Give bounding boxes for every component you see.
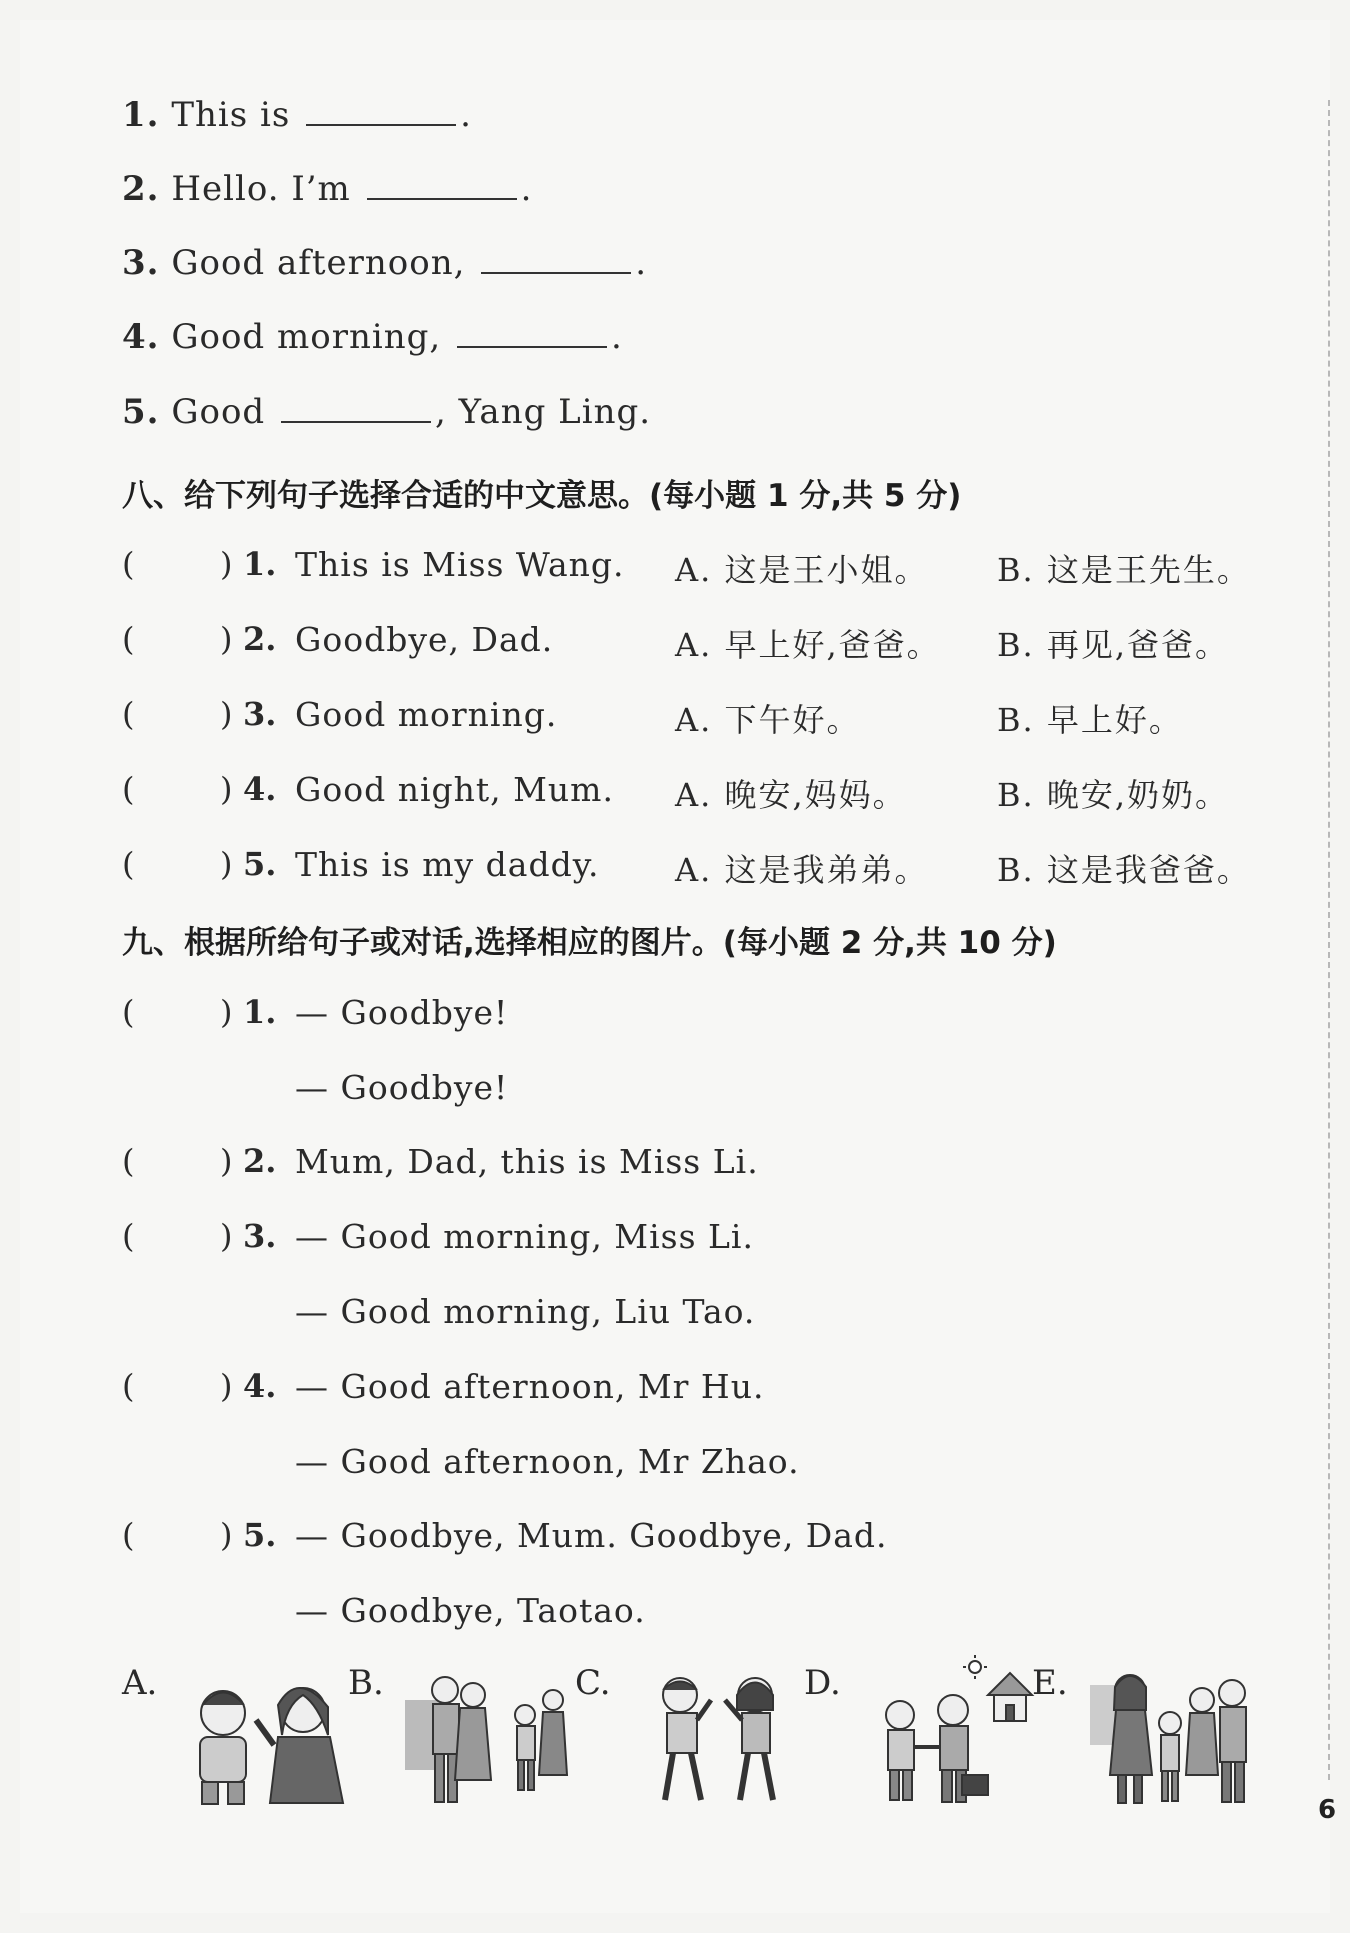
answer-paren-close: )	[220, 695, 233, 733]
picture-label-c: C.	[575, 1663, 611, 1703]
picture-label-a: A.	[122, 1663, 158, 1703]
item-number: 5.	[243, 845, 277, 883]
english-sentence: Good night, Mum.	[295, 770, 614, 809]
answer-paren-open: (	[122, 545, 135, 583]
picture-label-e: E.	[1032, 1663, 1068, 1703]
question-text-end: , Yang Ling.	[435, 392, 652, 432]
option-a[interactable]: A. 早上好,爸爸。	[675, 626, 941, 664]
worksheet-page	[20, 20, 1330, 1913]
answer-paren-open: (	[122, 695, 135, 733]
english-sentence: Goodbye, Dad.	[295, 620, 554, 659]
option-a[interactable]: A. 这是王小姐。	[675, 551, 929, 589]
dialog-line: — Goodbye!	[295, 1068, 509, 1107]
question-text-end: .	[460, 95, 472, 135]
dialog-line: — Good afternoon, Mr Hu.	[295, 1367, 765, 1406]
question-number: 4.	[122, 317, 160, 357]
dialog-line: — Good afternoon, Mr Zhao.	[295, 1442, 800, 1481]
answer-paren-close: )	[220, 770, 233, 808]
dashed-margin-line	[1328, 100, 1330, 1780]
item-number: 3.	[243, 695, 277, 733]
dialog-line: — Good morning, Liu Tao.	[295, 1292, 756, 1331]
page-number: 6	[1318, 1795, 1337, 1825]
dialog-line: Mum, Dad, this is Miss Li.	[295, 1142, 759, 1181]
answer-blank[interactable]	[281, 393, 431, 423]
answer-paren-open: (	[122, 993, 135, 1031]
option-a[interactable]: A. 晚安,妈妈。	[675, 776, 907, 814]
answer-blank[interactable]	[457, 318, 607, 348]
answer-paren-open: (	[122, 1516, 135, 1554]
answer-paren-open: (	[122, 1367, 135, 1405]
question-text: Good morning,	[171, 317, 442, 357]
answer-blank[interactable]	[306, 96, 456, 126]
question-number: 1.	[122, 95, 160, 135]
option-b[interactable]: B. 晚安,奶奶。	[997, 776, 1230, 814]
dialog-line: — Goodbye, Taotao.	[295, 1591, 646, 1630]
dialog-line: — Good morning, Miss Li.	[295, 1217, 754, 1256]
blank-question-1	[122, 95, 472, 135]
answer-paren-open: (	[122, 1217, 135, 1255]
answer-paren-close: )	[220, 1142, 233, 1180]
option-b[interactable]: B. 这是我爸爸。	[997, 851, 1251, 889]
item-number: 1.	[243, 993, 277, 1031]
question-text-end: .	[520, 169, 533, 209]
picture-a-illustration	[178, 1665, 358, 1805]
question-text: Hello. I’m	[171, 169, 351, 209]
blank-question-3	[122, 243, 647, 283]
question-text: Good	[171, 392, 266, 432]
answer-paren-open: (	[122, 620, 135, 658]
answer-paren-open: (	[122, 1142, 135, 1180]
section-9-title: 九、根据所给句子或对话,选择相应的图片。(每小题 2 分,共 10 分)	[122, 925, 1057, 961]
answer-paren-open: (	[122, 770, 135, 808]
answer-paren-close: )	[220, 545, 233, 583]
english-sentence: This is Miss Wang.	[295, 545, 625, 584]
picture-d-illustration	[870, 1655, 1040, 1805]
blank-question-2	[122, 169, 532, 209]
option-b[interactable]: B. 早上好。	[997, 701, 1183, 739]
answer-blank[interactable]	[481, 244, 631, 274]
question-text: This is	[171, 95, 291, 135]
question-number: 2.	[122, 169, 160, 209]
picture-e-illustration	[1090, 1665, 1255, 1805]
question-number: 3.	[122, 243, 160, 283]
answer-paren-close: )	[220, 620, 233, 658]
section-8-title: 八、给下列句子选择合适的中文意思。(每小题 1 分,共 5 分)	[122, 478, 962, 514]
picture-label-d: D.	[804, 1663, 841, 1703]
option-b[interactable]: B. 这是王先生。	[997, 551, 1251, 589]
answer-paren-close: )	[220, 845, 233, 883]
question-number: 5.	[122, 392, 160, 432]
question-text-end: .	[635, 243, 648, 283]
blank-question-4	[122, 317, 623, 357]
answer-paren-close: )	[220, 1516, 233, 1554]
english-sentence: Good morning.	[295, 695, 558, 734]
dialog-line: — Goodbye!	[295, 993, 509, 1032]
item-number: 5.	[243, 1516, 277, 1554]
option-a[interactable]: A. 这是我弟弟。	[675, 851, 929, 889]
item-number: 4.	[243, 1367, 277, 1405]
question-text: Good afternoon,	[171, 243, 466, 283]
answer-paren-close: )	[220, 993, 233, 1031]
question-text-end: .	[611, 317, 623, 357]
answer-blank[interactable]	[367, 170, 517, 200]
item-number: 4.	[243, 770, 277, 808]
answer-paren-close: )	[220, 1367, 233, 1405]
picture-c-illustration	[645, 1665, 795, 1805]
option-b[interactable]: B. 再见,爸爸。	[997, 626, 1230, 664]
item-number: 2.	[243, 620, 277, 658]
picture-label-b: B.	[348, 1663, 384, 1703]
dialog-line: — Goodbye, Mum. Goodbye, Dad.	[295, 1516, 888, 1555]
item-number: 1.	[243, 545, 277, 583]
item-number: 3.	[243, 1217, 277, 1255]
english-sentence: This is my daddy.	[295, 845, 600, 884]
item-number: 2.	[243, 1142, 277, 1180]
blank-question-5	[122, 392, 651, 432]
answer-paren-open: (	[122, 845, 135, 883]
option-a[interactable]: A. 下午好。	[675, 701, 861, 739]
picture-b-illustration	[405, 1660, 570, 1805]
answer-paren-close: )	[220, 1217, 233, 1255]
